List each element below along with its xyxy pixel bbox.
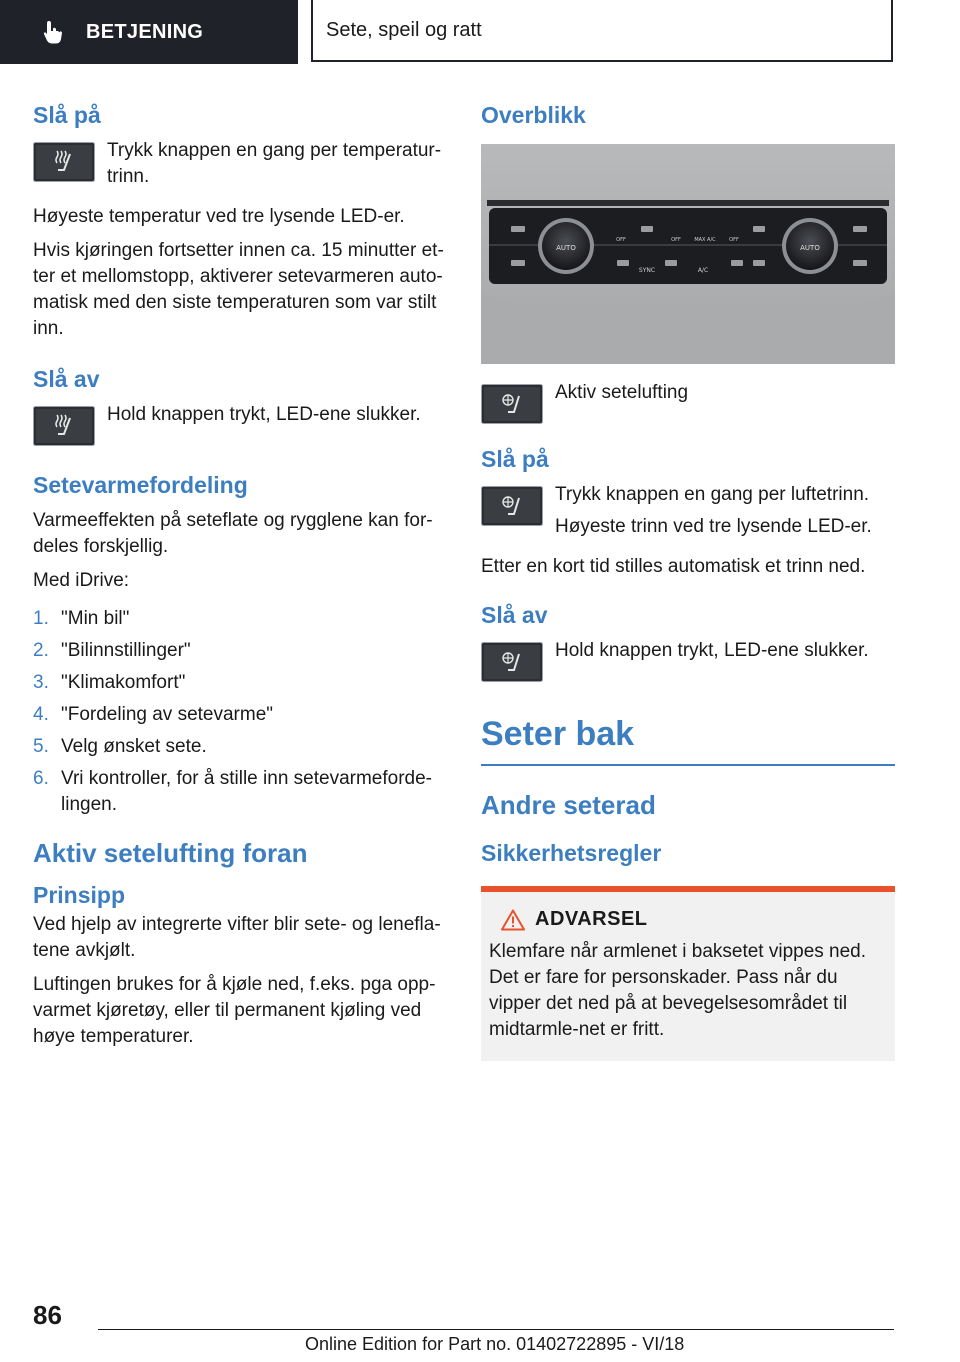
warning-text: Klemfare når armlenet i baksetet vippes ned. Det er fare for personskader. Pass når du vipper det ned på at bevegelsesområdet til midtarmle-net er fritt.: [489, 941, 867, 1040]
paragraph: Med iDrive:: [33, 570, 130, 591]
list-item: 3. "Klimakomfort": [33, 672, 186, 693]
seat-ventilation-button-row: [481, 380, 895, 424]
heading-principle: Prinsipp: [33, 882, 126, 908]
turn-on-instruction: Trykk knappen en gang per luftetrinn.: [555, 484, 870, 505]
seat-heat-button-row: [33, 138, 447, 196]
footer-divider: [98, 1329, 894, 1330]
heading-overview: Overblikk: [481, 102, 586, 128]
list-item: 6. Vri kontroller, for å stille inn setevarmeforde-lingen.: [33, 768, 433, 815]
ventilation-caption: Aktiv setelufting: [555, 382, 689, 403]
paragraph: Ved hjelp av integrerte vifter blir sete- og lenefla-tene avkjølt.: [33, 914, 441, 961]
heading-seat-heat-distribution: Setevarmefordeling: [33, 472, 248, 498]
seat-heat-button-row: [33, 402, 447, 446]
seat-ventilation-button-row: [481, 638, 895, 682]
panel-label-sync: SYNC: [638, 267, 656, 274]
climate-control-panel-photo: [481, 144, 895, 364]
chapter-heading: Seter bak: [481, 712, 895, 766]
heading-turn-off: Slå av: [33, 366, 100, 392]
panel-label-off-2: OFF: [671, 237, 681, 243]
paragraph: Hvis kjøringen fortsetter innen ca. 15 minutter et-ter et mellomstopp, aktiverer setevarmeren auto-matisk med den siste temperaturen som var stilt inn.: [33, 240, 444, 339]
knob-label-auto-right: AUTO: [800, 244, 820, 252]
warning-triangle-icon: [501, 909, 525, 931]
panel-label-off-1: OFF: [616, 237, 626, 243]
right-column: [481, 100, 895, 1061]
page-number: 86: [33, 1300, 62, 1330]
list-item: 5. Velg ønsket sete.: [33, 736, 207, 757]
heading-turn-on: Slå på: [481, 446, 549, 472]
idrive-steps: [33, 606, 447, 818]
knob-label-auto-left: AUTO: [556, 244, 576, 252]
paragraph: Varmeeffekten på seteflate og rygglene kan for-deles forskjellig.: [33, 510, 433, 557]
heading-turn-on: Slå på: [33, 102, 101, 128]
seat-ventilation-button-icon: [481, 642, 543, 682]
footer-edition: Online Edition for Part no. 01402722895 - VI/18: [305, 1334, 685, 1354]
hand-pointer-icon: [40, 19, 66, 45]
warning-title: [489, 908, 887, 931]
section-label: BETJENING: [86, 20, 204, 43]
heading-active-seat-ventilation: Aktiv setelufting foran: [33, 838, 308, 868]
warning-box: [481, 886, 895, 1061]
left-column: [33, 100, 447, 1058]
heading-turn-off: Slå av: [481, 602, 548, 628]
seat-ventilation-button-icon: [481, 384, 543, 424]
warning-label: ADVARSEL: [535, 908, 648, 930]
list-item: 4. "Fordeling av setevarme": [33, 704, 274, 725]
heading-safety-rules: Sikkerhetsregler: [481, 840, 662, 866]
turn-on-instruction: Trykk knappen en gang per temperatur-trinn.: [107, 140, 442, 187]
panel-label-off-3: OFF: [729, 237, 739, 243]
breadcrumb-text: Sete, speil og ratt: [326, 18, 482, 41]
paragraph: Høyeste temperatur ved tre lysende LED-er.: [33, 206, 405, 227]
panel-label-max-ac: MAX A/C: [694, 237, 716, 243]
heading-second-row: Andre seterad: [481, 790, 656, 820]
turn-off-instruction: Hold knappen trykt, LED-ene slukker.: [555, 640, 869, 661]
seat-heating-button-icon: [33, 406, 95, 446]
list-item: 1. "Min bil": [33, 608, 130, 629]
paragraph: Luftingen brukes for å kjøle ned, f.eks. pga opp-varmet kjøretøy, eller til permanent kjøling ved høye temperaturer.: [33, 974, 436, 1047]
paragraph: Etter en kort tid stilles automatisk et trinn ned.: [481, 556, 866, 577]
seat-heating-button-icon: [33, 142, 95, 182]
seat-ventilation-button-icon: [481, 486, 543, 526]
turn-on-instruction-detail: Høyeste trinn ved tre lysende LED-er.: [555, 516, 872, 537]
breadcrumb: [311, 0, 893, 62]
panel-label-ac: A/C: [697, 267, 709, 274]
turn-off-instruction: Hold knappen trykt, LED-ene slukker.: [107, 404, 421, 425]
section-tab: [0, 0, 298, 64]
list-item: 2. "Bilinnstillinger": [33, 640, 191, 661]
seat-ventilation-button-row: [481, 482, 895, 546]
